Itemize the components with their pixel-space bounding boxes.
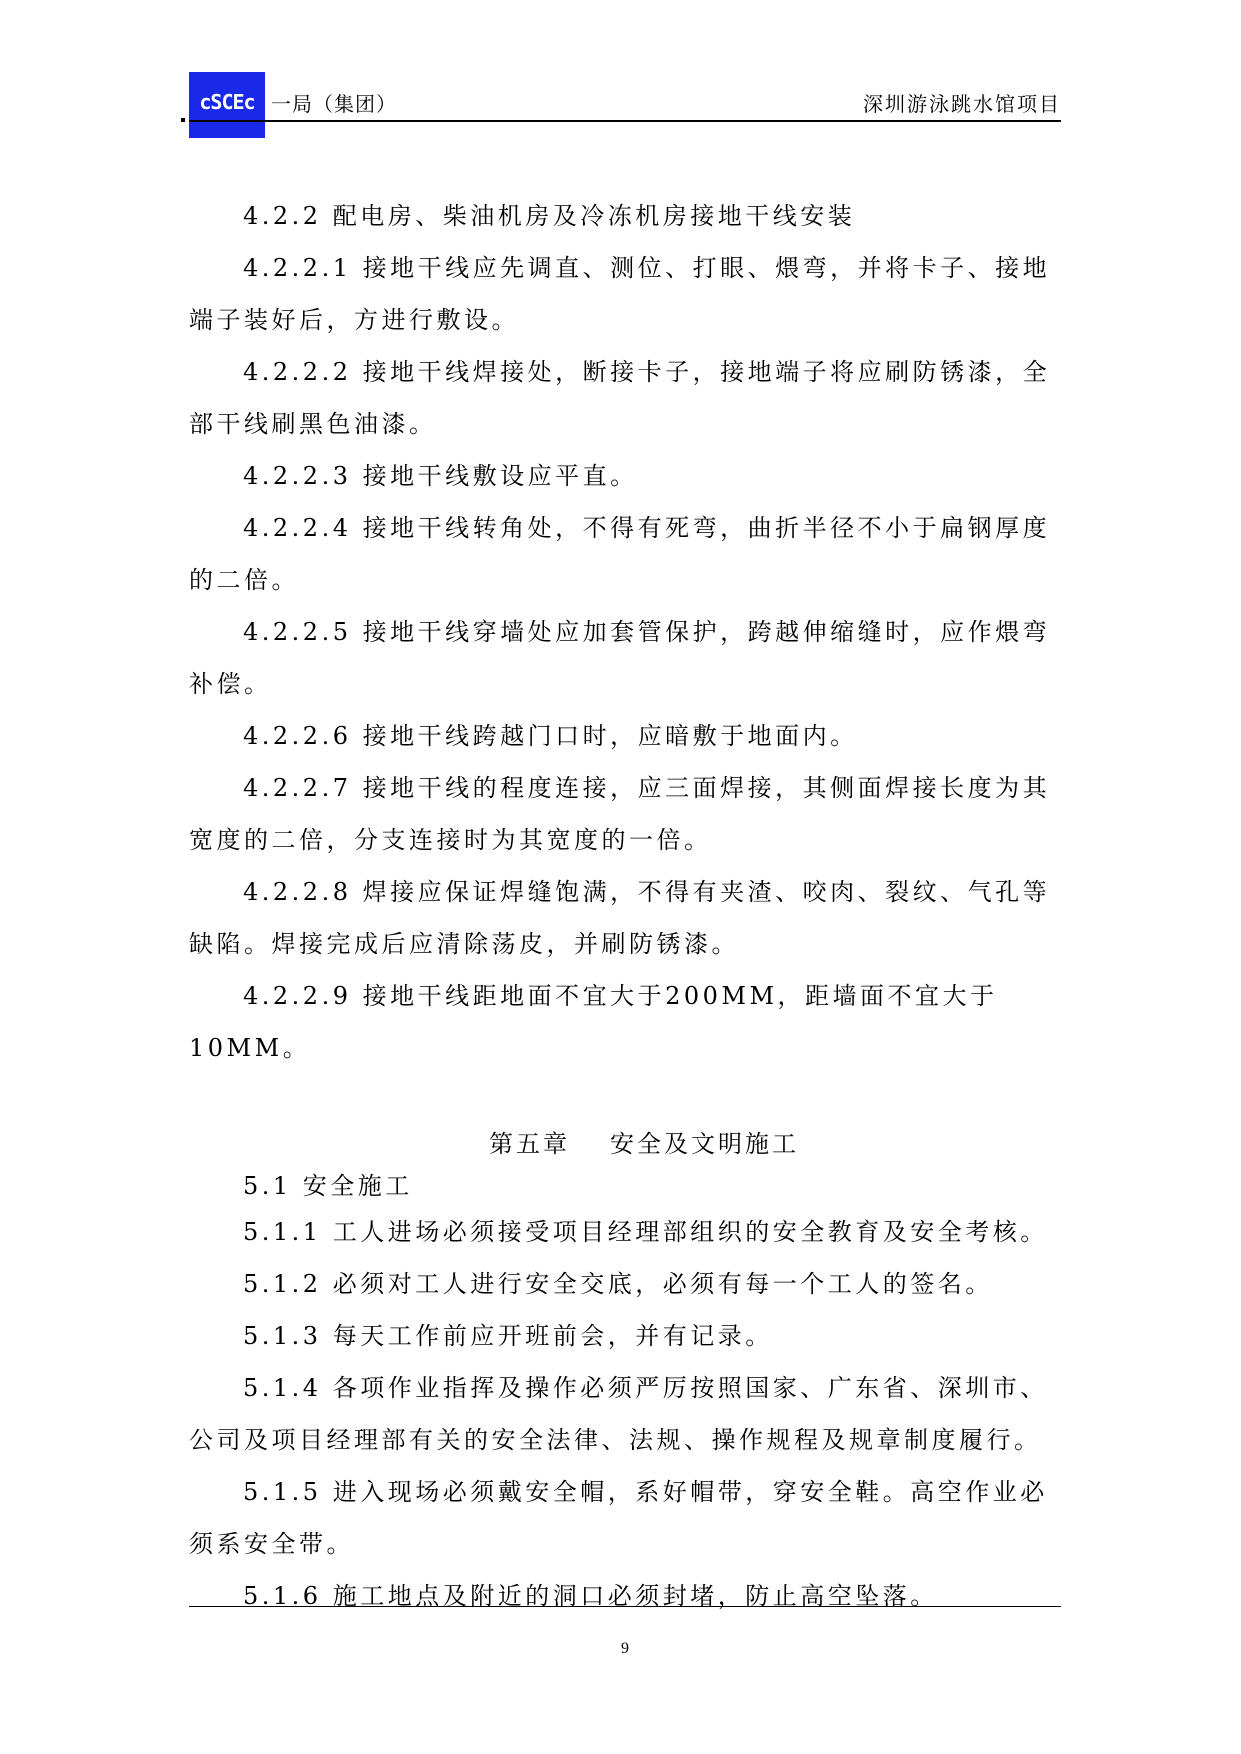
footer-rule bbox=[189, 1606, 1061, 1607]
item-5-1-6: 5.1.6 施工地点及附近的洞口必须封堵，防止高空坠落。 bbox=[243, 1582, 938, 1610]
paragraph-4-2-2-8: 4.2.2.8 焊接应保证焊缝饱满，不得有夹渣、咬肉、裂纹、气孔等缺陷。焊接完成后应清除荡皮，并刷防锈漆。 bbox=[189, 878, 1051, 958]
page-header bbox=[189, 62, 1061, 120]
item-5-1-4: 5.1.4 各项作业指挥及操作必须严厉按照国家、广东省、深圳市、公司及项目经理部有关的安全法律、法规、操作规程及规章制度履行。 bbox=[189, 1374, 1048, 1454]
logo-text: cSCEc bbox=[199, 90, 255, 114]
chapter-heading bbox=[189, 1122, 1059, 1166]
section-heading: 5.1 安全施工 bbox=[243, 1172, 413, 1200]
chapter-title: 安全及文明施工 bbox=[610, 1130, 799, 1158]
header-org: 一局（集团） bbox=[271, 92, 397, 116]
paragraph-4-2-2-7: 4.2.2.7 接地干线的程度连接，应三面焊接，其侧面焊接长度为其宽度的二倍，分支连接时为其宽度的一倍。 bbox=[189, 774, 1051, 854]
item-5-1-5: 5.1.5 进入现场必须戴安全帽，系好帽带，穿安全鞋。高空作业必须系安全带。 bbox=[189, 1478, 1048, 1558]
paragraph-4-2-2-6: 4.2.2.6 接地干线跨越门口时，应暗敷于地面内。 bbox=[243, 722, 858, 750]
paragraph-4-2-2-2: 4.2.2.2 接地干线焊接处，断接卡子，接地端子将应刷防锈漆，全部干线刷黑色油漆。 bbox=[189, 358, 1051, 438]
paragraph-4-2-2-4: 4.2.2.4 接地干线转角处，不得有死弯，曲折半径不小于扁钢厚度的二倍。 bbox=[189, 514, 1051, 594]
page-number: 9 bbox=[621, 1640, 629, 1657]
chapter-number: 第五章 bbox=[489, 1130, 570, 1158]
item-5-1-3: 5.1.3 每天工作前应开班前会，并有记录。 bbox=[243, 1322, 773, 1350]
paragraph-4-2-2: 4.2.2 配电房、柴油机房及冷冻机房接地干线安装 bbox=[243, 202, 856, 230]
item-5-1-2: 5.1.2 必须对工人进行安全交底，必须有每一个工人的签名。 bbox=[243, 1270, 993, 1298]
item-5-1-1: 5.1.1 工人进场必须接受项目经理部组织的安全教育及安全考核。 bbox=[243, 1218, 1048, 1246]
header-dot bbox=[181, 118, 185, 122]
header-project: 深圳游泳跳水馆项目 bbox=[863, 92, 1061, 116]
document-body bbox=[189, 190, 1059, 1622]
paragraph-4-2-2-5: 4.2.2.5 接地干线穿墙处应加套管保护，跨越伸缩缝时，应作煨弯补偿。 bbox=[189, 618, 1051, 698]
paragraph-4-2-2-3: 4.2.2.3 接地干线敷设应平直。 bbox=[243, 462, 638, 490]
paragraph-4-2-2-1: 4.2.2.1 接地干线应先调直、测位、打眼、煨弯，并将卡子、接地端子装好后，方进行敷设。 bbox=[189, 254, 1051, 334]
header-rule bbox=[189, 120, 1061, 122]
cscec-logo bbox=[189, 72, 265, 138]
paragraph-4-2-2-9: 4.2.2.9 接地干线距地面不宜大于200MM，距墙面不宜大于10MM。 bbox=[189, 982, 998, 1062]
